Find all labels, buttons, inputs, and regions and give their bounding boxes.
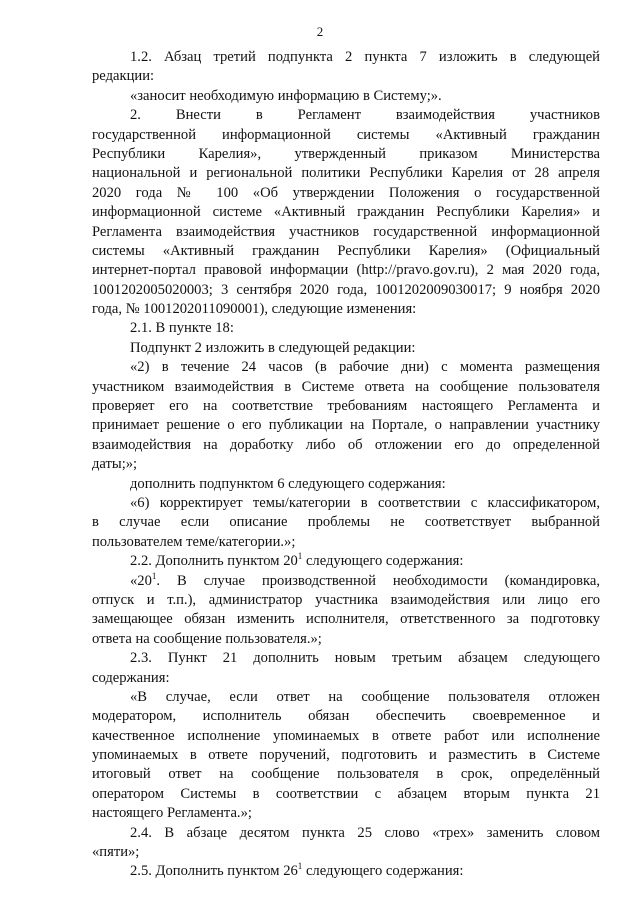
text-line: качественное исполнение упоминаемых в ответе работ или исполнение: [92, 727, 600, 744]
text-line: даты;»;: [92, 456, 138, 473]
text-line: Подпункт 2 изложить в следующей редакции:: [130, 339, 416, 356]
paragraph-subpoint-2: [92, 339, 600, 358]
document-body: [92, 48, 600, 882]
text-line: пользователем теме/категории.»;: [92, 533, 296, 550]
text-line: упоминаемых в ответе поручений, подготовить и разместить в Системе: [92, 747, 600, 764]
text-line: информационной системе «Активный гражданин Республики Карелия» и: [92, 204, 600, 221]
text-line: настоящего Регламента.»;: [92, 805, 252, 822]
paragraph-quote: [92, 87, 600, 106]
text-line: «В случае, если ответ на сообщение пользователя отложен: [130, 688, 600, 705]
superscript: 1: [151, 571, 157, 581]
text-line: ответа на сообщение пользователя.»;: [92, 630, 322, 647]
text-line: итоговый ответ на сообщение пользователя в срок, определённый: [92, 766, 600, 783]
paragraph-1-2: [92, 48, 600, 87]
paragraph-2: [92, 106, 600, 319]
page-number: 2: [316, 24, 324, 39]
text-line: отпуск и т.п.), администратор участника взаимодействия или лицо его: [92, 591, 600, 608]
text-line: участником взаимодействия в Системе ответа на сообщение пользователя: [92, 378, 600, 395]
paragraph-2-1: [92, 319, 600, 338]
text-line: 1.2. Абзац третий подпункта 2 пункта 7 изложить в следующей: [130, 49, 600, 65]
text-line: модератором, исполнитель обязан обеспечить своевременное и: [92, 708, 600, 725]
text-line: национальной и региональной политики Республики Карелия от 28 апреля: [92, 165, 600, 182]
paragraph-2-3: [92, 649, 600, 688]
text-line: «пяти»;: [92, 844, 140, 861]
text-line: принимает решение о его публикации на Портале, о направлении участнику: [92, 417, 600, 434]
text-line: государственной информационной системы «Активный гражданин: [92, 126, 600, 143]
text-line: «заносит необходимую информацию в Систему;».: [130, 87, 442, 104]
text-line: редакции:: [92, 68, 155, 85]
text-line: «6) корректирует темы/категории в соответствии с классификатором,: [130, 494, 600, 511]
text-segment: . В случае производственной необходимости (командировка,: [156, 572, 600, 589]
text-line: [92, 862, 600, 881]
text-line: Республики Карелия», утвержденный приказом Министерства: [92, 145, 600, 162]
text-segment: «20: [130, 572, 152, 589]
text-line: замещающее обязан изменить исполнителя, ответственного за подготовку: [92, 611, 600, 628]
paragraph-quote-2: [92, 358, 600, 474]
text-segment: 2.5. Дополнить пунктом 26: [130, 863, 298, 880]
paragraph-quote-6: [92, 494, 600, 552]
paragraph-2-2: [92, 552, 600, 571]
text-segment: следующего содержания:: [302, 553, 464, 570]
text-line: содержания:: [92, 669, 170, 686]
text-line: 2.1. В пункте 18:: [130, 320, 234, 337]
text-line: Регламента взаимодействия участников государственной информационной: [92, 223, 600, 240]
text-segment: следующего содержания:: [305, 863, 464, 880]
paragraph-add-6: [92, 475, 600, 494]
text-line: 2.3. Пункт 21 дополнить новым третьим абзацем следующего: [130, 650, 600, 667]
superscript: 1: [297, 552, 303, 562]
text-line: взаимодействия на доработку либо об отложении его до определенной: [92, 436, 600, 453]
paragraph-quote-20-1: [92, 572, 600, 650]
text-line: [92, 552, 600, 571]
text-line: 2020 года № 100 «Об утверждении Положения о государственной: [92, 184, 600, 201]
text-line: дополнить подпунктом 6 следующего содержания:: [130, 475, 446, 492]
text-line: 2.4. В абзаце десятом пункта 25 слово «трех» заменить словом: [130, 824, 600, 841]
text-segment: 2.2. Дополнить пунктом 20: [130, 553, 298, 570]
text-line: оператором Системы в соответствии с абзацем вторым пункта 21: [92, 785, 600, 802]
paragraph-2-4: [92, 824, 600, 863]
paragraph-quote-21: [92, 688, 600, 824]
text-line: системы «Активный гражданин Республики Карелия» (Официальный: [92, 242, 600, 259]
text-line: 2. Внести в Регламент взаимодействия участников: [130, 107, 600, 124]
text-line: [92, 572, 600, 591]
superscript: 1: [297, 862, 303, 872]
text-line: в случае если описание проблемы не соответствует выбранной: [92, 514, 600, 531]
text-line: «2) в течение 24 часов (в рабочие дни) с момента размещения: [130, 359, 600, 376]
paragraph-2-5: [92, 862, 600, 881]
text-line: года, № 1001202011090001), следующие изменения:: [92, 301, 417, 318]
text-line: интернет-портал правовой информации (http://pravo.gov.ru), 2 мая 2020 года,: [92, 262, 600, 279]
text-line: 1001202005020003; 3 сентября 2020 года, 1001202009030017; 9 ноября 2020: [92, 281, 600, 298]
text-line: проверяет его на соответствие требованиям настоящего Регламента и: [92, 398, 600, 415]
